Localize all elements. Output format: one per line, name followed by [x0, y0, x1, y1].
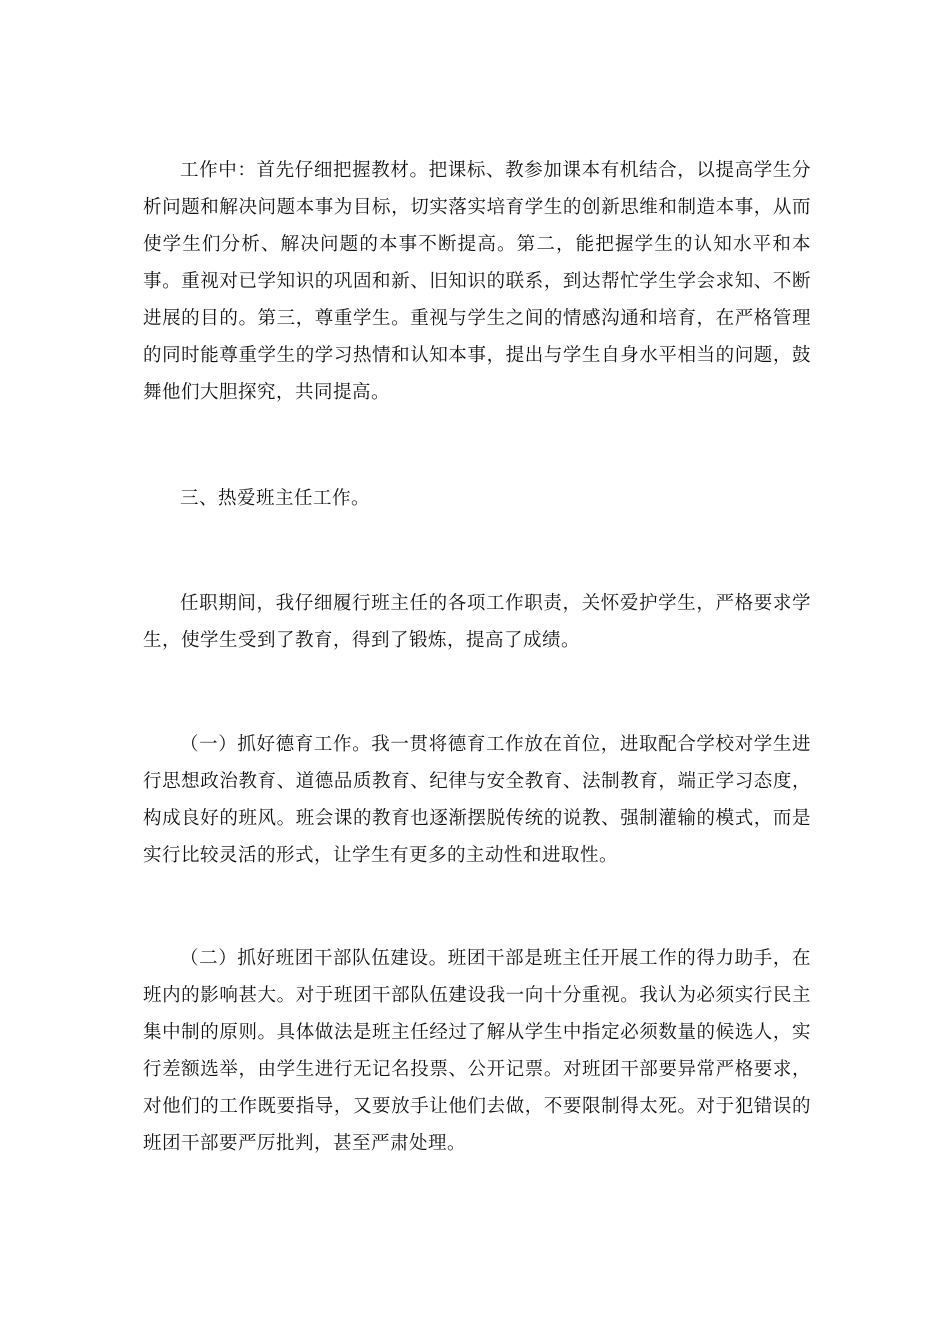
paragraph-head-teacher-duties: 任职期间，我仔细履行班主任的各项工作职责，关怀爱护学生，严格要求学生，使学生受到了教育，得到了锻炼，提高了成绩。	[143, 593, 811, 651]
section-heading-head-teacher: 三、热爱班主任工作。	[180, 488, 371, 509]
paragraph-moral-education: （一）抓好德育工作。我一贯将德育工作放在首位，进取配合学校对学生进行思想政治教育、道德品质教育、纪律与安全教育、法制教育，端正学习态度，构成良好的班风。班会课的教育也逐渐摆脱传统的说教、强制灌输的模式，而是实行比较灵活的形式，让学生有更多的主动性和进取性。	[143, 734, 811, 866]
paragraph-class-cadre: （二）抓好班团干部队伍建设。班团干部是班主任开展工作的得力助手，在班内的影响甚大。对于班团干部队伍建设我一向十分重视。我认为必须实行民主集中制的原则。具体做法是班主任经过了解从学生中指定必须数量的候选人，实行差额选举，由学生进行无记名投票、公开记票。对班团干部要异常严格要求，对他们的工作既要指导，又要放手让他们去做，不要限制得太死。对于犯错误的班团干部要严厉批判，甚至严肃处理。	[143, 948, 811, 1154]
paragraph-teaching-work: 工作中：首先仔细把握教材。把课标、教参加课本有机结合，以提高学生分析问题和解决问题本事为目标，切实落实培育学生的创新思维和制造本事，从而使学生们分析、解决问题的本事不断提高。第二，能把握学生的认知水平和本事。重视对已学知识的巩固和新、旧知识的联系，到达帮忙学生学会求知、不断进展的目的。第三，尊重学生。重视与学生之间的情感沟通和培育，在严格管理的同时能尊重学生的学习热情和认知本事，提出与学生自身水平相当的问题，鼓舞他们大胆探究，共同提高。	[143, 160, 811, 403]
